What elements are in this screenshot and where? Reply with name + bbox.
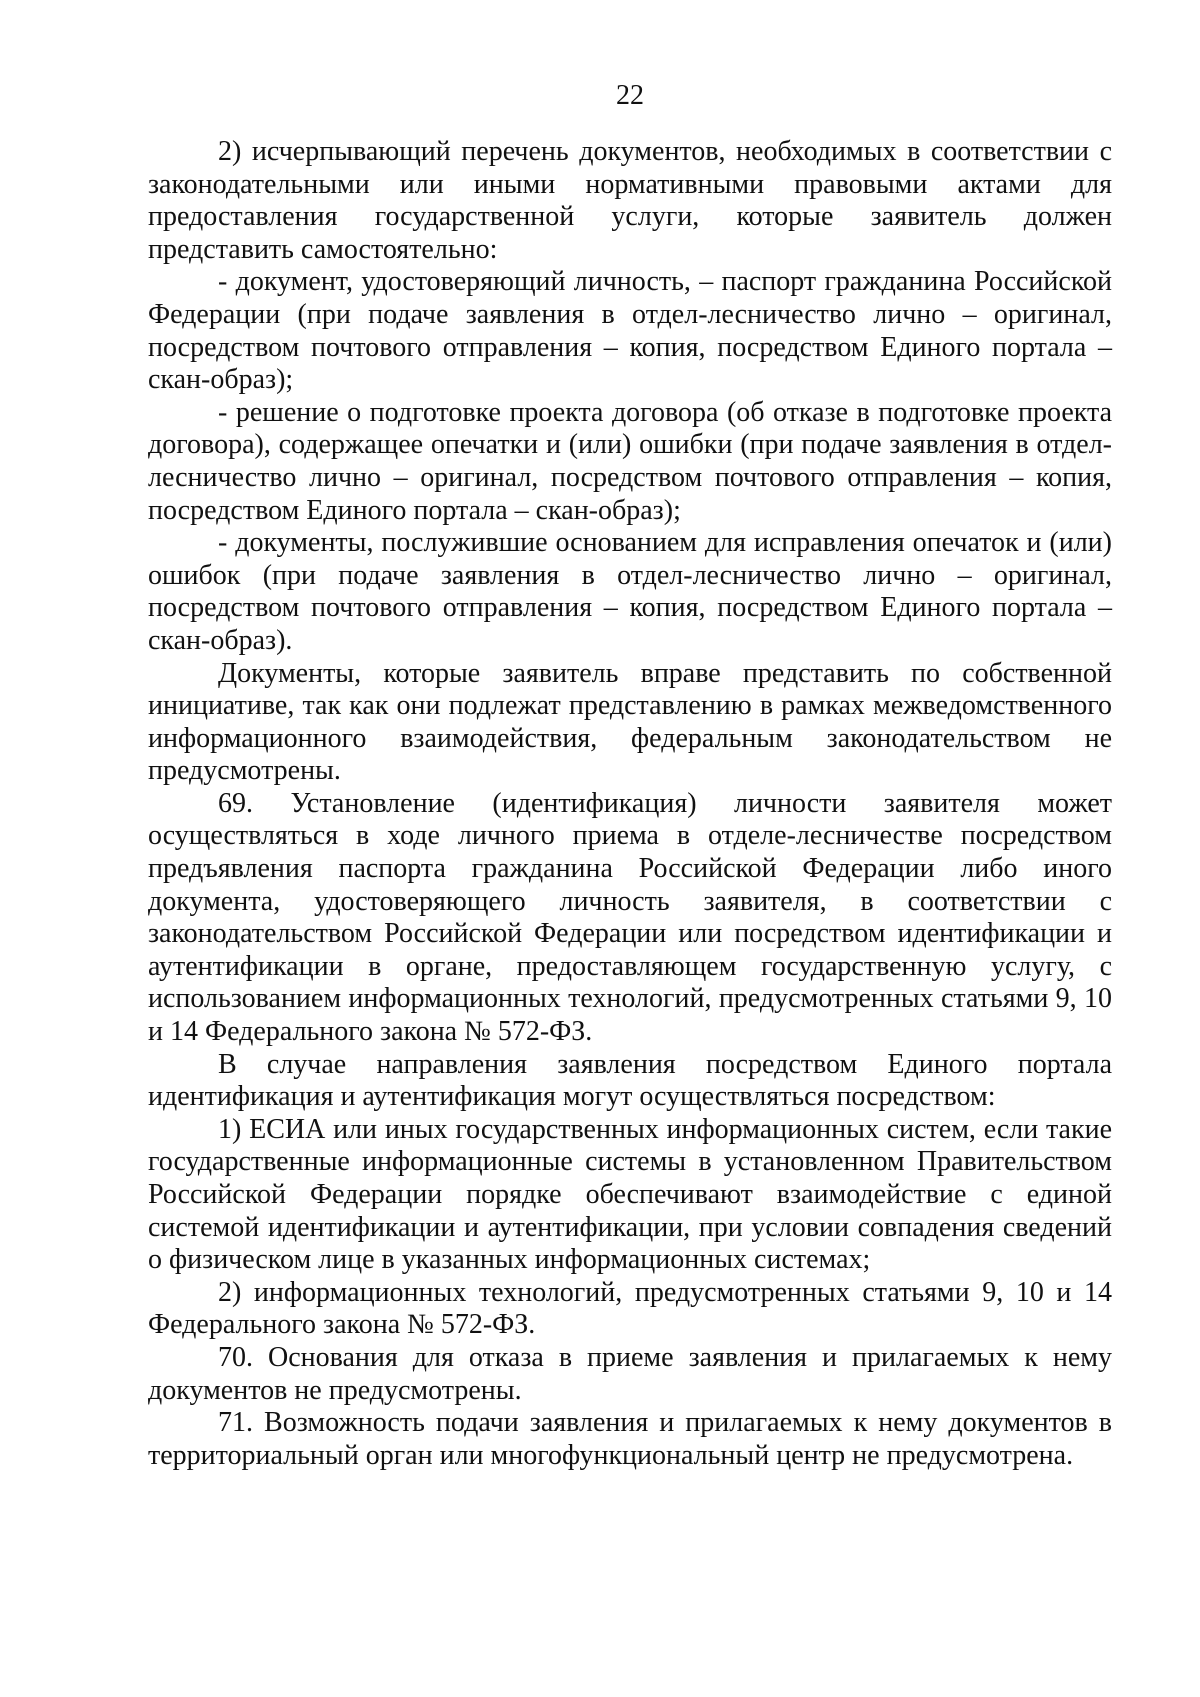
list-item-contract-decision: - решение о подготовке проекта договора (об отказе в подготовке проекта договора), содержащее опечатки и (или) ошибки (при подаче заявления в отдел-лесничество лично – оригинал, посредством почтового отправления – копия, посредством Единого портала – скан-образ); <box>148 396 1112 526</box>
page-number: 22 <box>616 80 644 111</box>
paragraph-70-refusal-grounds: 70. Основания для отказа в приеме заявления и прилагаемых к нему документов не предусмотрены. <box>148 1341 1112 1406</box>
paragraph-71-submission-possibility: 71. Возможность подачи заявления и прилагаемых к нему документов в территориальный орган или многофункциональный центр не предусмотрена. <box>148 1407 1112 1471</box>
list-item-information-technologies: 2) информационных технологий, предусмотренных статьями 9, 10 и 14 Федерального закона № 572-ФЗ. <box>148 1276 1112 1341</box>
paragraph-optional-documents: Документы, которые заявитель вправе представить по собственной инициативе, так как они подлежат представлению в рамках межведомственного информационного взаимодействия, федеральным законодательством не предусмотрены. <box>148 657 1112 787</box>
paragraph-documents-list-intro: 2) исчерпывающий перечень документов, необходимых в соответствии с законодательными или иными нормативными правовыми актами для предоставления государственной услуги, которые заявитель должен представить самостоятельно: <box>148 136 1112 265</box>
paragraph-69-identification: 69. Установление (идентификация) личности заявителя может осуществляться в ходе личного приема в отделе-лесничестве посредством предъявления паспорта гражданина Российской Федерации либо иного документа, удостоверяющего личность заявителя, в соответствии с законодательством Российской Федерации или посредством идентификации и аутентификации в органе, предоставляющем государственную услугу, с использованием информационных технологий, предусмотренных статьями 9, 10 и 14 Федерального закона № 572-ФЗ. <box>148 787 1112 1048</box>
paragraph-portal-identification: В случае направления заявления посредством Единого портала идентификация и аутентификация могут осуществляться посредством: <box>148 1048 1112 1113</box>
list-item-identity-document: - документ, удостоверяющий личность, – паспорт гражданина Российской Федерации (при подаче заявления в отдел-лесничество лично – оригинал, посредством почтового отправления – копия, посредством Единого портала – скан-образ); <box>148 266 1112 396</box>
list-item-esia: 1) ЕСИА или иных государственных информационных систем, если такие государственные информационные системы в установленном Правительством Российской Федерации порядке обеспечивают взаимодействие с единой системой идентификации и аутентификации, при условии совпадения сведений о физическом лице в указанных информационных системах; <box>148 1113 1112 1276</box>
document-body <box>148 136 1112 1472</box>
list-item-correction-documents: - документы, послужившие основанием для исправления опечаток и (или) ошибок (при подаче заявления в отдел-лесничество лично – оригинал, посредством почтового отправления – копия, посредством Единого портала – скан-образ). <box>148 527 1112 656</box>
